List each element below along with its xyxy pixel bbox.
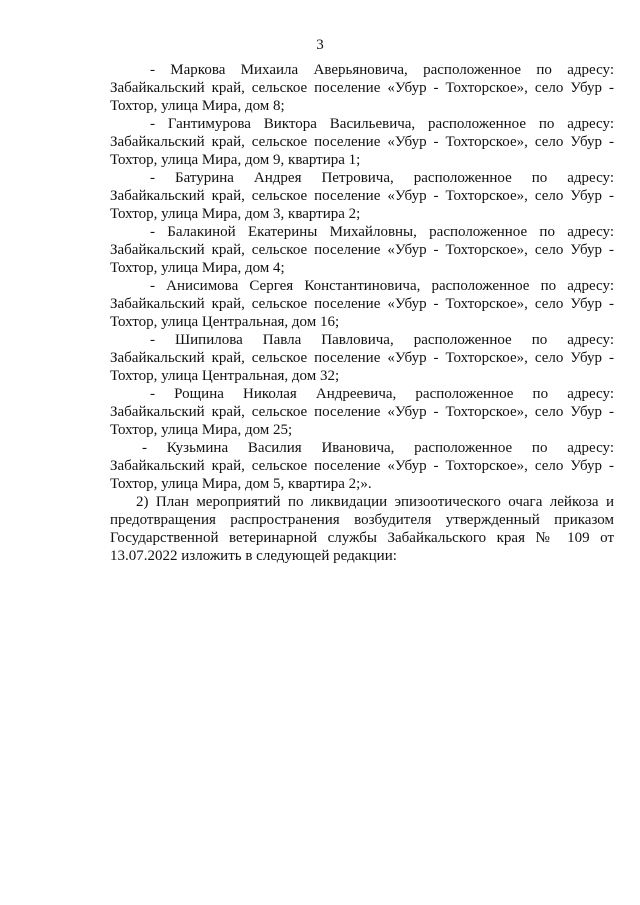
page-number: 3 (316, 37, 324, 53)
entry-shipilov: - Шипилова Павла Павловича, расположенное по адресу: Забайкальский край, сельское поселение «Убур - Тохторское», село Убур - Тохтор, улица Центральная, дом 32; (110, 332, 614, 384)
amendment-paragraph: 2) План мероприятий по ликвидации эпизоотического очага лейкоза и предотвращения распространения возбудителя утвержденный приказом Государственной ветеринарной службы Забайкальского края № 109 от 13.07.2022 изложить в следующей редакции: (110, 494, 614, 564)
document-body (110, 61, 614, 565)
entry-roshchin: - Рощина Николая Андреевича, расположенное по адресу: Забайкальский край, сельское поселение «Убур - Тохторское», село Убур - Тохтор, улица Мира, дом 25; (110, 386, 614, 438)
entry-kuzmin: - Кузьмина Василия Ивановича, расположенное по адресу: Забайкальский край, сельское поселение «Убур - Тохторское», село Убур - Тохтор, улица Мира, дом 5, квартира 2;». (110, 440, 614, 492)
entry-gantimurov: - Гантимурова Виктора Васильевича, расположенное по адресу: Забайкальский край, сельское поселение «Убур - Тохторское», село Убур - Тохтор, улица Мира, дом 9, квартира 1; (110, 116, 614, 168)
entry-balakina: - Балакиной Екатерины Михайловны, расположенное по адресу: Забайкальский край, сельское поселение «Убур - Тохторское», село Убур - Тохтор, улица Мира, дом 4; (110, 224, 614, 276)
entry-anisimov: - Анисимова Сергея Константиновича, расположенное по адресу: Забайкальский край, сельское поселение «Убур - Тохторское», село Убур - Тохтор, улица Центральная, дом 16; (110, 278, 614, 330)
entry-baturin: - Батурина Андрея Петровича, расположенное по адресу: Забайкальский край, сельское поселение «Убур - Тохторское», село Убур - Тохтор, улица Мира, дом 3, квартира 2; (110, 170, 614, 222)
entry-markov: - Маркова Михаила Аверьяновича, расположенное по адресу: Забайкальский край, сельское поселение «Убур - Тохторское», село Убур - Тохтор, улица Мира, дом 8; (110, 62, 614, 114)
